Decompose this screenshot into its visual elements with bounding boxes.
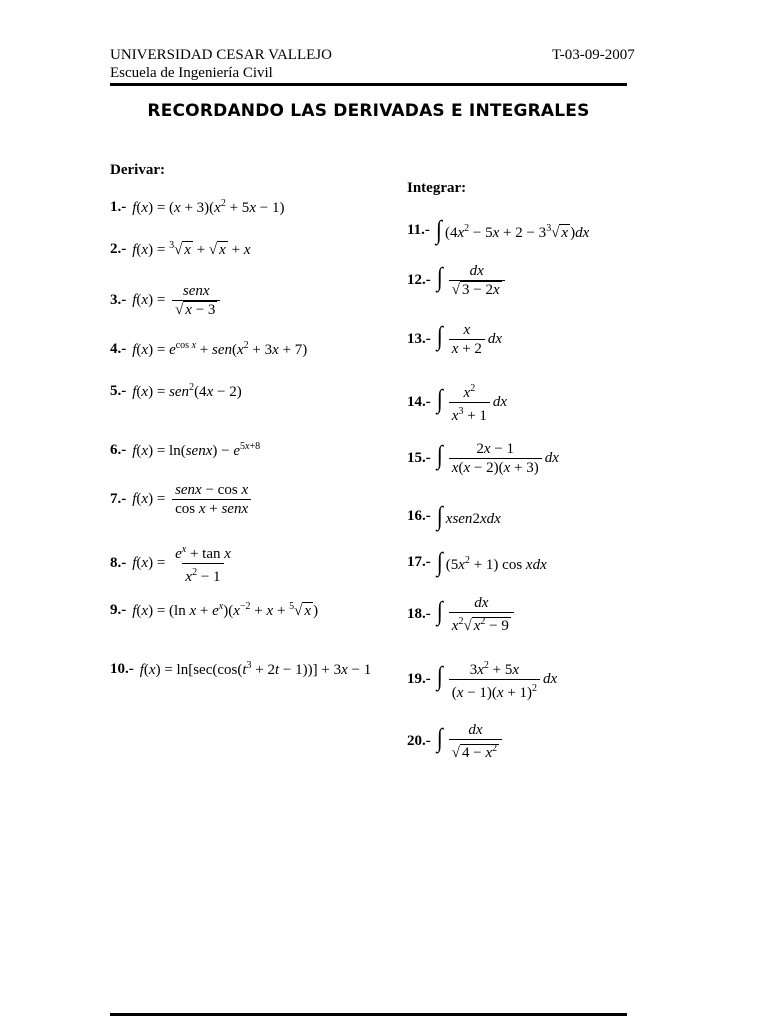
item-number: 6.-	[110, 442, 127, 458]
derive-item	[110, 541, 237, 586]
document-code: T-03-09-2007	[552, 47, 635, 63]
item-number: 16.-	[407, 507, 431, 524]
math-expression: $f(x) = \ln[\sec(\cos(t^3 + 2t - 1))] + 3x - 1$	[139, 660, 372, 678]
derive-item	[110, 382, 242, 401]
math-expression: f(x) = (ln $x + e^x)(x^{-2} + x + ^5√$ x )	[132, 601, 319, 619]
derive-item	[110, 481, 254, 518]
math-expression: f(x) = $\frac{e^x + \tan x}{x^2 - 1}$	[132, 544, 231, 585]
item-number: 3.-	[110, 292, 127, 308]
item-number: 12.-	[407, 272, 431, 288]
item-number: 11.-	[407, 221, 430, 238]
math-expression: ∫ $\frac{3x^2 + 5x}{(x - 1)(x + 1)^2}$ dx	[436, 660, 558, 701]
math-expression: ∫ $\frac{x^2}{x^3 + 1}$ dx	[436, 383, 508, 424]
section-integrate: Integrar:	[407, 180, 467, 196]
item-number: 17.-	[407, 553, 431, 570]
integrate-item	[407, 594, 517, 635]
derive-item	[110, 240, 250, 259]
math-expression: ∫ ($4x^2 - 5x + 2 - 3^3√$ x )dx	[435, 214, 590, 245]
math-expression: ∫ $\frac{dx}{√ 4 - x^2}$	[437, 721, 505, 762]
integrate-item	[407, 546, 547, 577]
item-number: 15.-	[407, 450, 431, 466]
footer-rule	[110, 1013, 627, 1016]
item-number: 8.-	[110, 555, 127, 571]
section-derive: Derivar:	[110, 162, 165, 178]
item-number: 14.-	[407, 394, 431, 410]
derive-item	[110, 198, 284, 217]
math-expression: f(x) = $\frac{\text{senx}}{√ x - 3}$	[132, 282, 223, 319]
item-number: 1.-	[110, 199, 127, 215]
integrate-item	[407, 440, 559, 477]
derive-item	[110, 601, 318, 620]
item-number: 5.-	[110, 383, 127, 399]
math-expression: $f(x) = e^{cos x} + sen(x^2 + 3x + 7)$	[132, 340, 308, 358]
math-expression: ∫ $\frac{dx}{√ 3 - 2x}$	[437, 262, 508, 299]
derive-item	[110, 340, 307, 359]
integrate-item	[407, 721, 505, 762]
math-expression: f(x) = $\frac{\text{senx − cos x}}{\text{cos x + senx}}$	[132, 481, 254, 518]
math-expression: f(x) = $^3$√ x + √ x + x	[132, 240, 251, 258]
math-expression: ∫ $\frac{x}{x + 2}$ dx	[436, 320, 503, 357]
integrate-item	[407, 380, 507, 425]
item-number: 19.-	[407, 671, 431, 687]
math-expression: ∫ $\frac{dx}{x^2√ x^2 - 9}$	[437, 594, 517, 635]
derive-item	[110, 660, 371, 679]
integrate-item	[407, 657, 557, 702]
item-number: 13.-	[407, 331, 431, 347]
integrate-item	[407, 321, 502, 358]
math-expression: ∫ xsen2xdx	[436, 500, 501, 531]
math-expression: ∫ $\frac{2x - 1}{x(x - 2)(x + 3)}$ dx	[436, 439, 559, 476]
page-title: RECORDANDO LAS DERIVADAS E INTEGRALES	[147, 101, 590, 121]
derive-item	[110, 282, 223, 319]
integrate-item	[407, 214, 590, 245]
math-expression: $f(x) = (x + 3)(x^2 + 5x - 1)$	[132, 198, 285, 216]
math-expression: f(x) = ln(senx) − $e^{5x+8}$	[132, 441, 261, 459]
item-number: 10.-	[110, 661, 134, 677]
item-number: 20.-	[407, 733, 431, 749]
item-number: 7.-	[110, 491, 127, 507]
school-name: Escuela de Ingeniería Civil	[110, 65, 273, 81]
item-number: 9.-	[110, 602, 127, 618]
item-number: 2.-	[110, 241, 127, 257]
integrate-item	[407, 500, 501, 531]
integrate-item	[407, 262, 508, 299]
derive-item	[110, 441, 260, 460]
header-rule	[110, 83, 627, 86]
item-number: 18.-	[407, 606, 431, 622]
math-expression: f(x) = sen$^2$(4x − 2)	[132, 382, 242, 400]
item-number: 4.-	[110, 341, 127, 357]
math-expression: ∫ $(5x^2 + 1)$ cos xdx	[436, 546, 547, 577]
university-name: UNIVERSIDAD CESAR VALLEJO	[110, 47, 332, 63]
